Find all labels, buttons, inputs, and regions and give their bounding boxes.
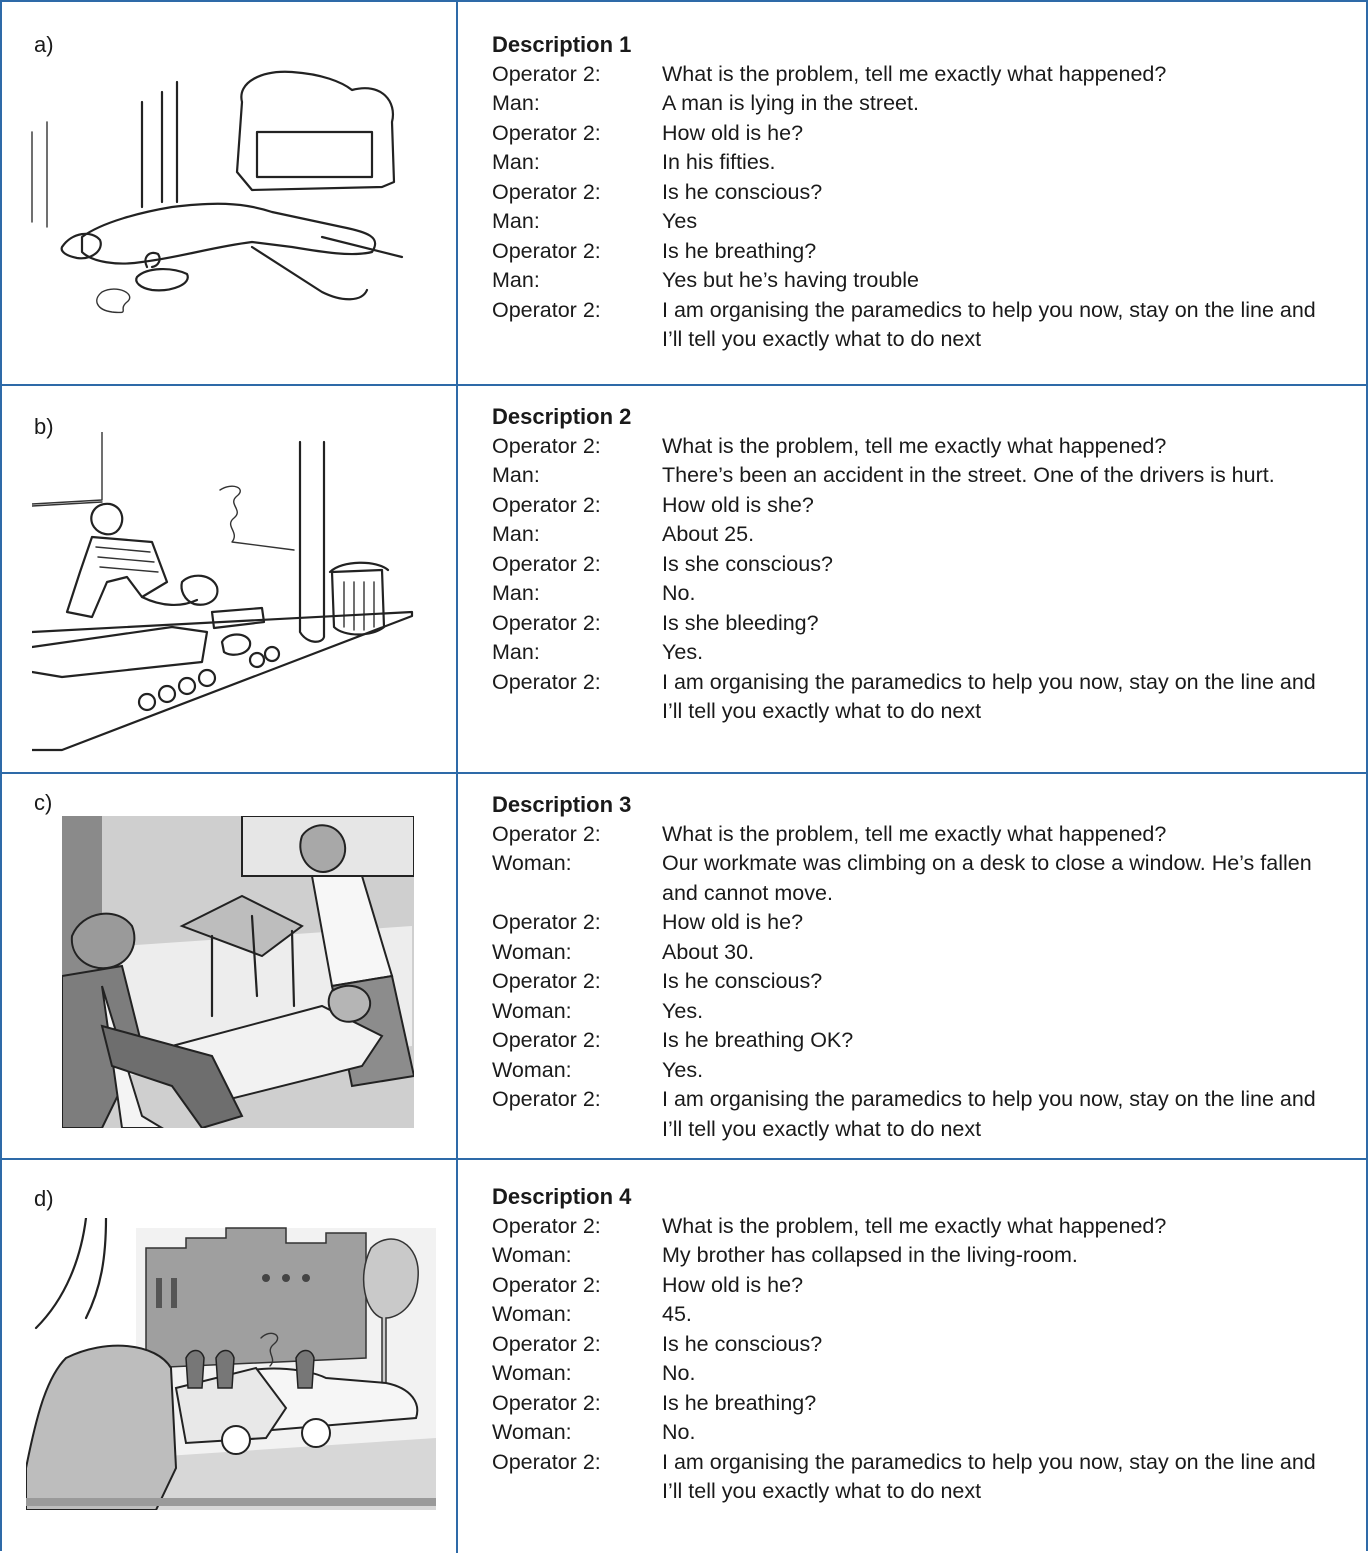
dialogue-line	[492, 1241, 1342, 1271]
speaker-label: Operator 2:	[492, 1331, 601, 1356]
dialogue-text: Yes	[662, 209, 698, 233]
dialogue-text: How old is she?	[662, 492, 814, 517]
dialogue-line	[492, 849, 1342, 908]
table-row-d	[2, 1160, 1366, 1553]
speaker-label: Operator 2:	[492, 610, 601, 635]
dialogue-text: Yes but he’s having trouble	[662, 268, 920, 292]
dialogue-line	[492, 908, 1342, 938]
speaker-label: Woman:	[492, 1057, 572, 1082]
description-1	[492, 30, 1342, 355]
dialogue-text: How old is he?	[662, 910, 804, 934]
illustration-man-lying-near-armchair	[22, 62, 442, 332]
dialogue-line	[492, 1300, 1342, 1330]
speaker-label: Man:	[492, 150, 540, 174]
speaker-label: Operator 2:	[492, 821, 601, 846]
speaker-label: Operator 2:	[492, 433, 601, 458]
speaker-label: Operator 2:	[492, 61, 601, 86]
dialogue-line	[492, 1212, 1342, 1242]
description-cell-4	[458, 1160, 1366, 1553]
dialogue-line	[492, 1085, 1342, 1144]
description-cell-1	[458, 2, 1366, 384]
dialogue-line	[492, 89, 1342, 119]
dialogue-line	[492, 432, 1342, 462]
speaker-label: Operator 2:	[492, 1087, 601, 1111]
speaker-label: Woman:	[492, 1361, 572, 1385]
speaker-label: Operator 2:	[492, 238, 601, 263]
description-3	[492, 790, 1342, 1144]
row-letter: a)	[34, 32, 54, 57]
dialogue-line	[492, 967, 1342, 997]
row-letter: d)	[34, 1186, 54, 1211]
dialogue-line	[492, 668, 1342, 727]
dialogue-line	[492, 1271, 1342, 1301]
dialogue-line	[492, 148, 1342, 178]
dialogue-text: What is the problem, tell me exactly what happened?	[662, 433, 1167, 458]
dialogue-line	[492, 609, 1342, 639]
speaker-label: Operator 2:	[492, 1213, 601, 1238]
description-title: Description 4	[492, 1184, 632, 1209]
dialogue-text: 45.	[662, 1302, 692, 1326]
table-row-c	[2, 774, 1366, 1160]
dialogue-line	[492, 207, 1342, 237]
dialogue-text: Is he breathing?	[662, 1390, 817, 1415]
dialogue-line	[492, 266, 1342, 296]
dialogue-text: About 25.	[662, 522, 755, 546]
description-title: Description 2	[492, 404, 632, 429]
dialogue-text: Is he breathing?	[662, 238, 817, 263]
dialogue-text: I am organising the paramedics to help you now, stay on the line and I’ll tell you exactly what to do next	[662, 1087, 1316, 1141]
dialogue-text: About 30.	[662, 939, 755, 964]
dialogue-line	[492, 491, 1342, 521]
speaker-label: Operator 2:	[492, 179, 601, 204]
dialogue-line	[492, 520, 1342, 550]
dialogue-text: Is he breathing OK?	[662, 1028, 854, 1052]
speaker-label: Woman:	[492, 1420, 572, 1444]
dialogue-text: Yes.	[662, 1057, 704, 1082]
illustration-cell-d	[2, 1160, 458, 1553]
dialogue-line	[492, 1448, 1342, 1507]
description-title: Description 1	[492, 32, 632, 57]
speaker-label: Woman:	[492, 939, 572, 964]
dialogue-text: How old is he?	[662, 1272, 804, 1297]
dialogue-line	[492, 60, 1342, 90]
speaker-label: Man:	[492, 463, 540, 487]
dialogue-text: Yes.	[662, 998, 704, 1023]
speaker-label: Operator 2:	[492, 1272, 601, 1297]
dialogue-text: What is the problem, tell me exactly what happened?	[662, 61, 1167, 86]
dialogue-line	[492, 296, 1342, 355]
dialogue-line	[492, 1359, 1342, 1389]
description-4	[492, 1182, 1342, 1507]
dialogue-line	[492, 638, 1342, 668]
dialogue-text: My brother has collapsed in the living-room.	[662, 1243, 1078, 1267]
dialogue-text: Is she conscious?	[662, 551, 833, 576]
dialogue-text: Is he conscious?	[662, 179, 823, 204]
dialogue-line	[492, 579, 1342, 609]
speaker-label: Woman:	[492, 1302, 572, 1326]
illustration-window-view-car-crash	[26, 1218, 436, 1510]
speaker-label: Operator 2:	[492, 551, 601, 576]
illustration-office-fall	[62, 816, 414, 1128]
speaker-label: Man:	[492, 268, 540, 292]
dialogue-line	[492, 1056, 1342, 1086]
description-cell-2	[458, 386, 1366, 772]
dialogue-line	[492, 461, 1342, 491]
speaker-label: Woman:	[492, 851, 572, 875]
speaker-label: Operator 2:	[492, 969, 601, 993]
illustration-cell-b	[2, 386, 458, 772]
dialogue-text: How old is he?	[662, 120, 804, 145]
dialogue-text: Is he conscious?	[662, 969, 823, 993]
dialogue-text: I am organising the paramedics to help you now, stay on the line and I’ll tell you exactly what to do next	[662, 669, 1316, 723]
illustration-cell-a	[2, 2, 458, 384]
dialogue-line	[492, 119, 1342, 149]
dialogue-text: No.	[662, 1420, 696, 1444]
dialogue-text: Is he conscious?	[662, 1331, 823, 1356]
dialogue-line	[492, 1389, 1342, 1419]
speaker-label: Operator 2:	[492, 492, 601, 517]
dialogue-line	[492, 1026, 1342, 1056]
dialogue-text: I am organising the paramedics to help you now, stay on the line and I’ll tell you exactly what to do next	[662, 1449, 1316, 1503]
speaker-label: Operator 2:	[492, 120, 601, 145]
speaker-label: Operator 2:	[492, 297, 601, 322]
speaker-label: Man:	[492, 209, 540, 233]
row-letter: c)	[34, 790, 53, 815]
illustration-cell-c	[2, 774, 458, 1158]
dialogue-text: No.	[662, 1361, 696, 1385]
description-2	[492, 402, 1342, 727]
dialogue-line	[492, 997, 1342, 1027]
dialogue-line	[492, 938, 1342, 968]
speaker-label: Operator 2:	[492, 1028, 601, 1052]
dialogue-line	[492, 550, 1342, 580]
speaker-label: Man:	[492, 91, 540, 115]
dialogue-text: What is the problem, tell me exactly what happened?	[662, 1213, 1167, 1238]
dialogue-text: A man is lying in the street.	[662, 91, 919, 115]
dialogue-line	[492, 178, 1342, 208]
table-row-b	[2, 386, 1366, 774]
dialogue-text: There’s been an accident in the street. One of the drivers is hurt.	[662, 463, 1275, 487]
speaker-label: Man:	[492, 581, 540, 605]
speaker-label: Operator 2:	[492, 910, 601, 934]
dialogue-text: Is she bleeding?	[662, 610, 819, 635]
dialogue-text: I am organising the paramedics to help you now, stay on the line and I’ll tell you exactly what to do next	[662, 297, 1316, 351]
dialogue-text: No.	[662, 581, 696, 605]
speaker-label: Woman:	[492, 998, 572, 1023]
table-row-a	[2, 2, 1366, 386]
dialogue-line	[492, 1418, 1342, 1448]
speaker-label: Operator 2:	[492, 669, 601, 694]
dialogue-text: Our workmate was climbing on a desk to close a window. He’s fallen and cannot move.	[662, 851, 1312, 905]
dialogue-line	[492, 820, 1342, 850]
dialogue-text: In his fifties.	[662, 150, 776, 174]
speaker-label: Operator 2:	[492, 1390, 601, 1415]
dialogue-line	[492, 237, 1342, 267]
dialogue-text: What is the problem, tell me exactly what happened?	[662, 821, 1167, 846]
dialogue-text: Yes.	[662, 640, 704, 664]
speaker-label: Man:	[492, 640, 540, 664]
dialogue-line	[492, 1330, 1342, 1360]
description-title: Description 3	[492, 792, 632, 817]
illustration-street-accident-helper	[32, 432, 432, 752]
speaker-label: Woman:	[492, 1243, 572, 1267]
row-letter: b)	[34, 414, 54, 439]
speaker-label: Man:	[492, 522, 540, 546]
speaker-label: Operator 2:	[492, 1449, 601, 1474]
description-cell-3	[458, 774, 1366, 1158]
